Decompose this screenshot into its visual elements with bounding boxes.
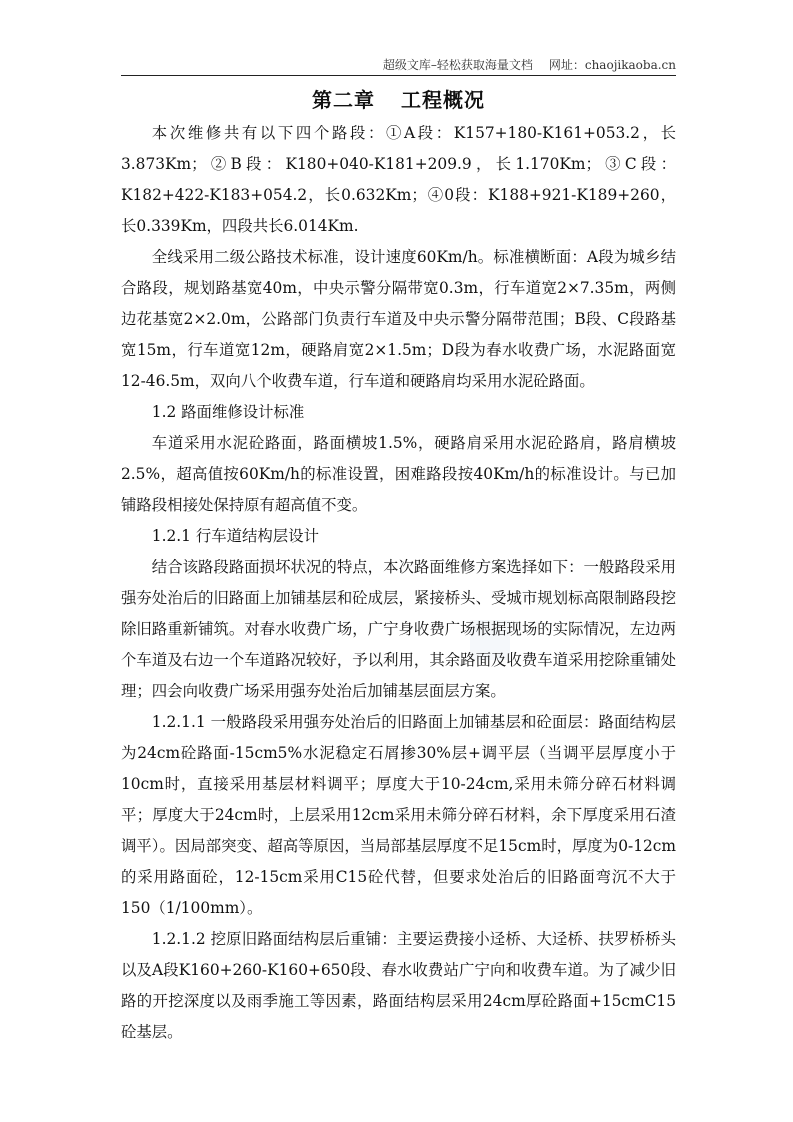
paragraph-technical-standard: 全线采用二级公路技术标准，设计速度60Km/h。标准横断面：A段为城乡结合路段，规划路基宽40m，中央示警分隔带宽0.3m，行车道宽2×7.35m，两侧边花基宽2×2.0m，公路部门负责行车道及中央示警分隔带范围；B段、C段路基宽15m，行车道宽12m，硬路肩宽2×1.5m；D段为春水收费广场，水泥路面宽12-46.5m，双向八个收费车道，行车道和硬路肩均采用水泥砼路面。 [121, 248, 676, 390]
chapter-title [121, 84, 676, 113]
paragraph-road-sections: 本次维修共有以下四个路段：①A段：K157+180-K161+053.2，长3.873Km；②B段：K180+040-K181+209.9，长1.170Km；③C段：K182+422-K183+054.2，长0.632Km；④0段：K188+921-K189+260，长0.339Km，四段共长6.014Km. [121, 124, 676, 235]
paragraph-maintenance-plan: 结合该路段路面损坏状况的特点，本次路面维修方案选择如下：一般路段采用强夯处治后的旧路面上加铺基层和砼成层，紧接桥头、受城市规划标高限制路段挖除旧路重新铺筑。对春水收费广场，广宁身收费广场根据现场的实际情况，左边两个车道及右边一个车道路况较好，予以利用，其余路面及收费车道采用挖除重铺处理；四会向收费广场采用强夯处治后加铺基层面层方案。 [121, 558, 676, 700]
header-site-name: 超级文库–轻松获取海量文档 [382, 58, 533, 72]
section-heading-1-2-1: 1.2.1 行车道结构层设计 [151, 527, 319, 545]
section-heading-1-2: 1.2 路面维修设计标准 [151, 403, 305, 421]
paragraph-pavement-standard: 车道采用水泥砼路面，路面横坡1.5%，硬路肩采用水泥砼路肩，路肩横坡2.5%，超高值按60Km/h的标准设置，困难路段按40Km/h的标准设计。与已加铺路段相接处保持原有超高值不变。 [121, 434, 676, 514]
chapter-number: 第二章 [312, 88, 375, 112]
paragraph-1-2-1-1: 1.2.1.1 一般路段采用强夯处治后的旧路面上加铺基层和砼面层：路面结构层为24cm砼路面-15cm5%水泥稳定石屑掺30%层+调平层（当调平层厚度小于10cm时，直接采用基层材料调平；厚度大于10-24cm,采用未筛分碎石材料调平；厚度大于24cm时，上层采用12cm采用未筛分碎石材料，余下厚度采用石渣调平）。因局部突变、超高等原因，当局部基层厚度不足15cm时，厚度为0-12cm的采用路面砼，12-15cm采用C15砼代替，但要求处治后的旧路面弯沉不大于150（1/100mm）。 [121, 713, 676, 917]
chapter-name: 工程概况 [401, 88, 485, 112]
page-header [121, 56, 676, 76]
document-body [121, 118, 676, 1048]
paragraph-1-2-1-2: 1.2.1.2 挖原旧路面结构层后重铺：主要运费接小迳桥、大迳桥、扶罗桥桥头以及A段K160+260-K160+650段、春水收费站广宁向和收费车道。为了减少旧路的开挖深度以及雨季施工等因素，路面结构层采用24cm厚砼路面+15cmC15砼基层。 [121, 930, 676, 1041]
header-url: 网址：chaojikaoba.cn [548, 58, 676, 72]
